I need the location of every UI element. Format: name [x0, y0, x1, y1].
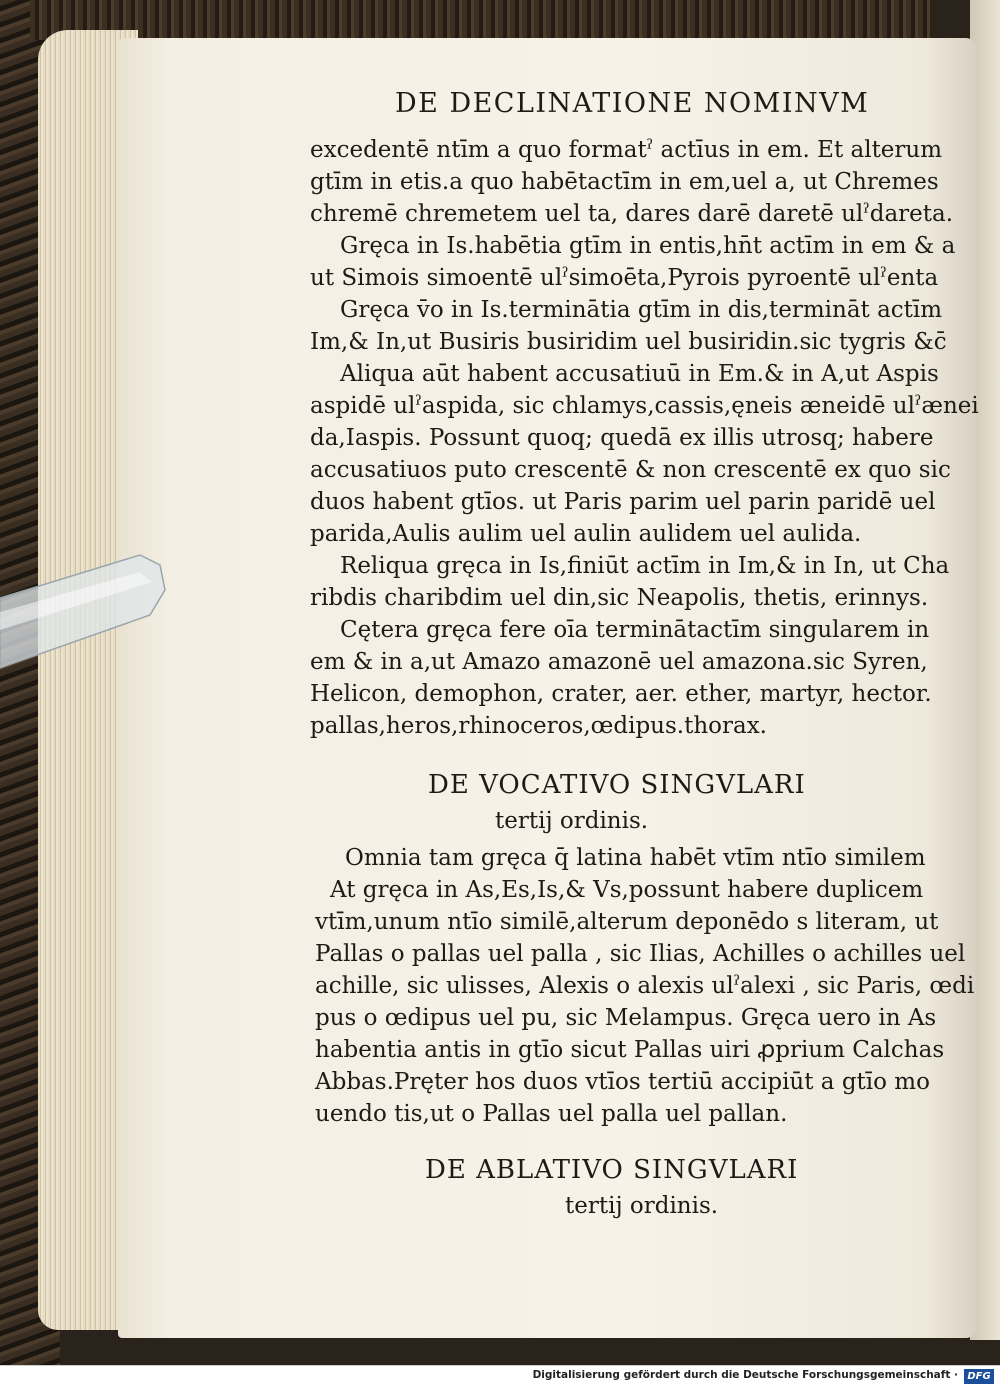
text-line: habentia antis in gtīo sicut Pallas uiri ꝓprium Calchas — [315, 1037, 945, 1063]
text-line: duos habent gtīos. ut Paris parim uel parin paridē uel — [310, 489, 936, 515]
running-head: DE DECLINATIONE NOMINVM — [395, 88, 870, 119]
text-line: achille, sic ulisses, Alexis o alexis ulˀalexi , sic Paris, œdi — [315, 973, 975, 999]
footer-bar — [0, 1365, 1000, 1388]
text-line: ut Simois simoentē ulˀsimoēta,Pyrois pyroentē ulˀenta — [310, 265, 939, 291]
text-line: Im,& In,ut Busiris busiridim uel busiridin.sic tygris &c̄ — [310, 329, 947, 355]
text-line: chremē chremetem uel ta, dares darē daretē ulˀdareta. — [310, 201, 954, 227]
text-line: excedentē ntīm a quo formatˀ actīus in em. Et alterum — [310, 137, 943, 163]
text-line: Gręca in Is.habētia gtīm in entis,hn̄t actīm in em & a — [340, 233, 956, 259]
dfg-logo: DFG — [964, 1369, 994, 1384]
text-line: Abbas.Pręter hos duos vtīos tertiū accipiūt a gtīo mo — [315, 1069, 930, 1095]
text-line: aspidē ulˀaspida, sic chlamys,cassis,ęneis æneidē ulˀænei — [310, 393, 979, 419]
text-line: uendo tis,ut o Pallas uel palla uel pallan. — [315, 1101, 788, 1127]
text-line: gtīm in etis.a quo habētactīm in em,uel a, ut Chremes — [310, 169, 939, 195]
text-line: At gręca in As,Es,Is,& Vs,possunt habere duplicem — [330, 877, 924, 903]
text-line: da,Iaspis. Possunt quoq; quedā ex illis utrosq; habere — [310, 425, 934, 451]
text-line: Pallas o pallas uel palla , sic Ilias, Achilles o achilles uel — [315, 941, 966, 967]
text-line: Cętera gręca fere oīa terminātactīm singularem in — [340, 617, 930, 643]
text-line: vtīm,unum ntīo similē,alterum deponēdo s literam, ut — [315, 909, 939, 935]
text-line: parida,Aulis aulim uel aulin aulidem uel aulida. — [310, 521, 862, 547]
text-line: ribdis charibdim uel din,sic Neapolis, thetis, erinnys. — [310, 585, 929, 611]
section-heading: DE ABLATIVO SINGVLARI — [425, 1155, 799, 1185]
text-line: Reliqua gręca in Is,finiūt actīm in Im,& in In, ut Cha — [340, 553, 950, 579]
text-line: em & in a,ut Amazo amazonē uel amazona.sic Syren, — [310, 649, 928, 675]
text-line: accusatiuos puto crescentē & non crescentē ex quo sic — [310, 457, 951, 483]
book-cover-top-edge — [30, 0, 930, 40]
section-heading: DE VOCATIVO SINGVLARI — [428, 770, 806, 800]
text-line: pallas,heros,rhinoceros,œdipus.thorax. — [310, 713, 767, 739]
text-line: Omnia tam gręca q̄ latina habēt vtīm ntīo similem — [345, 845, 926, 871]
funding-credit: Digitalisierung gefördert durch die Deutsche Forschungsgemeinschaft · — [532, 1369, 958, 1381]
text-line: pus o œdipus uel pu, sic Melampus. Gręca uero in As — [315, 1005, 937, 1031]
text-line: Gręca v̄o in Is.terminātia gtīm in dis,termināt actīm — [340, 297, 943, 323]
text-line: Helicon, demophon, crater, aer. ether, martyr, hector. — [310, 681, 932, 707]
section-subheading: tertij ordinis. — [565, 1193, 719, 1219]
section-subheading: tertij ordinis. — [495, 808, 649, 834]
text-line: Aliqua aūt habent accusatiuū in Em.& in A,ut Aspis — [340, 361, 939, 387]
